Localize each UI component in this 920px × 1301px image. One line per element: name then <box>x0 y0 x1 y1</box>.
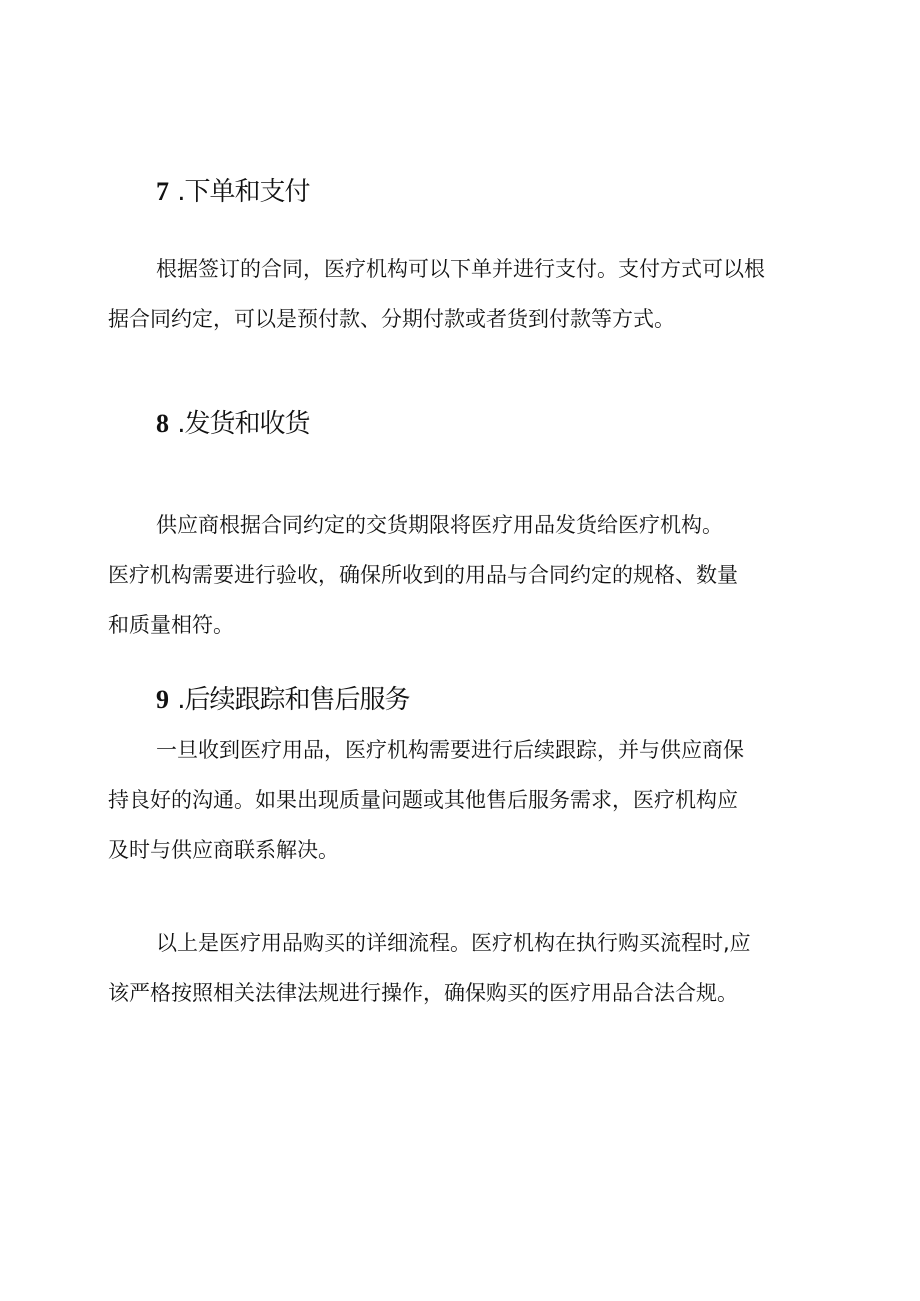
section-8-paragraph <box>108 500 828 650</box>
paragraph-line: 据合同约定，可以是预付款、分期付款或者货到付款等方式。 <box>108 307 675 331</box>
section-title: .后续跟踪和售后服务 <box>177 685 410 715</box>
paragraph-line: 及时与供应商联系解决。 <box>108 838 339 862</box>
section-9-heading <box>156 682 410 718</box>
section-number: 8 <box>156 409 169 438</box>
paragraph-line: 供应商根据合同约定的交货期限将医疗用品发货给医疗机构。 <box>156 513 723 537</box>
section-title: .下单和支付 <box>177 177 310 207</box>
section-8-heading <box>156 406 310 442</box>
paragraph-line: 持良好的沟通。如果出现质量问题或其他售后服务需求，医疗机构应 <box>108 788 738 812</box>
section-title: .发货和收货 <box>177 409 310 439</box>
paragraph-line: 和质量相符。 <box>108 613 234 637</box>
paragraph-line: 以上是医疗用品购买的详细流程。医疗机构在执行购买流程时,应 <box>156 931 751 955</box>
section-9-paragraph <box>108 725 828 875</box>
conclusion-paragraph <box>108 918 828 1018</box>
paragraph-line: 根据签订的合同，医疗机构可以下单并进行支付。支付方式可以根 <box>156 257 765 281</box>
section-number: 7 <box>156 177 169 206</box>
paragraph-line: 医疗机构需要进行验收，确保所收到的用品与合同约定的规格、数量 <box>108 563 738 587</box>
section-7-paragraph <box>108 244 828 344</box>
section-number: 9 <box>156 685 169 714</box>
paragraph-line: 该严格按照相关法律法规进行操作，确保购买的医疗用品合法合规。 <box>108 981 738 1005</box>
paragraph-line: 一旦收到医疗用品，医疗机构需要进行后续跟踪，并与供应商保 <box>156 738 744 762</box>
section-7-heading <box>156 174 310 210</box>
